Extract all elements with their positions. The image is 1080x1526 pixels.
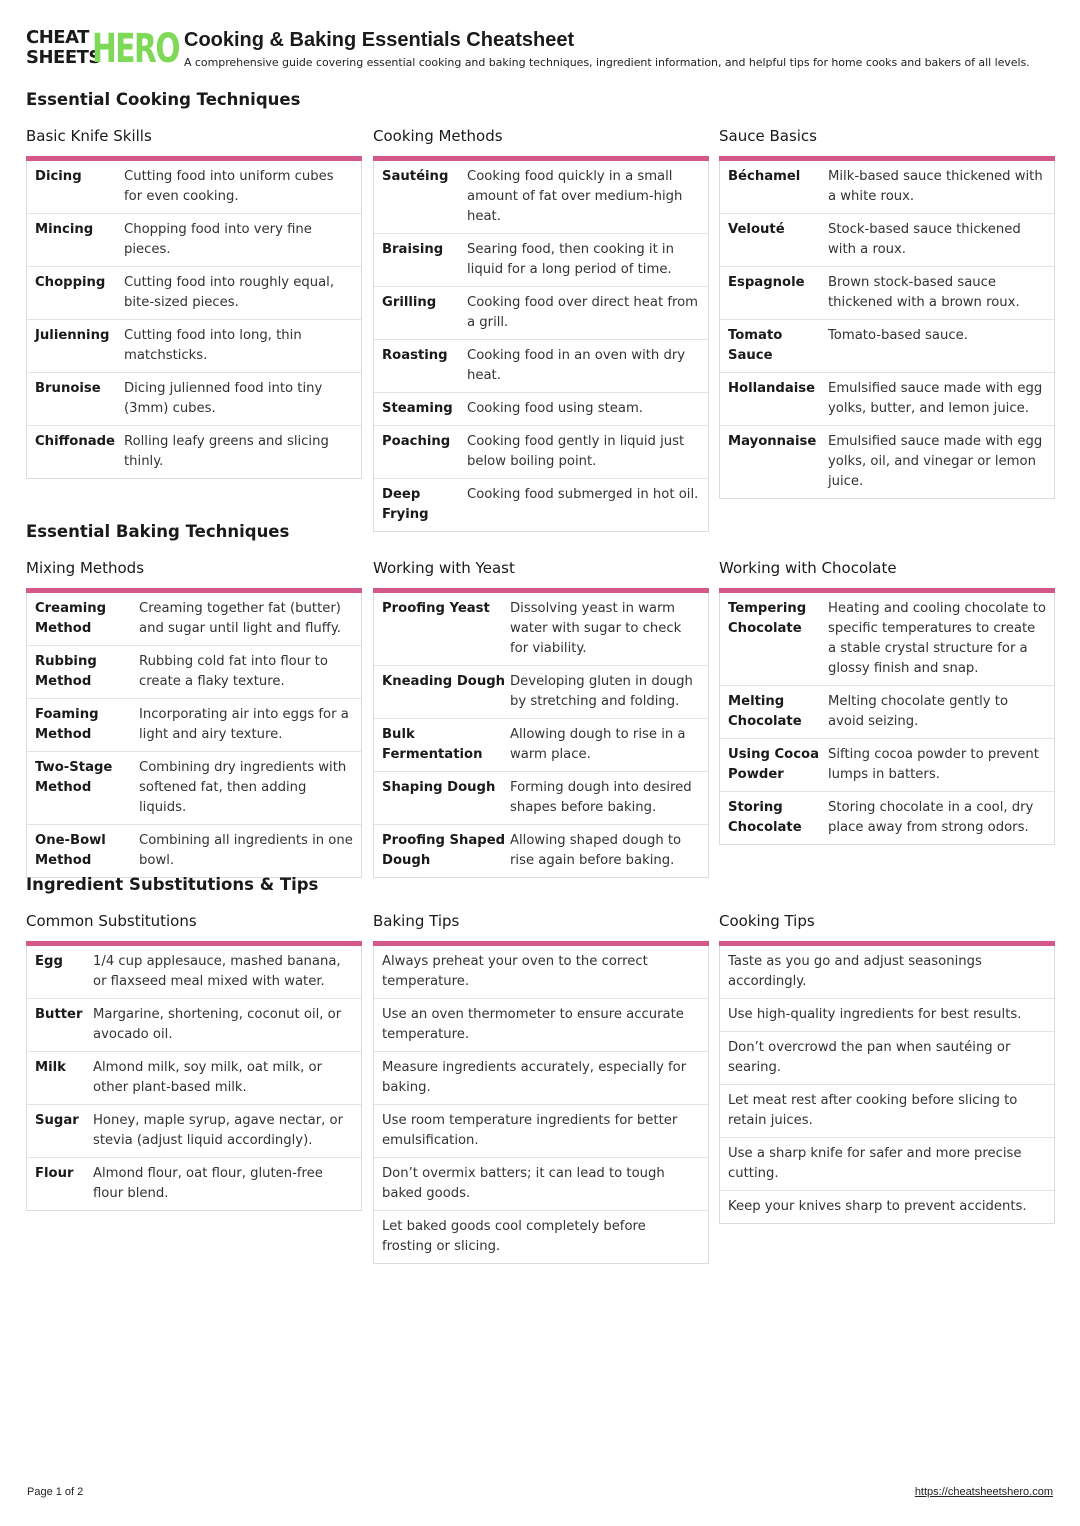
table-row: Use room temperature ingredients for better emulsification. (374, 1104, 708, 1157)
row-key: Steaming (382, 401, 453, 416)
row-key: Braising (382, 242, 444, 257)
row-value: Combining all ingredients in one bowl. (139, 833, 353, 868)
site-link[interactable]: https://cheatsheetshero.com (914, 1486, 1053, 1498)
table-row: Keep your knives sharp to prevent accidents. (720, 1190, 1054, 1223)
row-key: Tomato Sauce (728, 328, 783, 363)
row-key: Deep Frying (382, 487, 429, 522)
table-row (720, 161, 1054, 213)
row-key: Brunoise (35, 381, 101, 396)
page-subtitle: A comprehensive guide covering essential cooking and baking techniques, ingredient information, and helpful tips for home cooks and bakers of all levels. (184, 56, 1030, 69)
row-value: Combining dry ingredients with softened fat, then adding liquids. (139, 760, 347, 815)
logo-line1: CHEAT (26, 27, 89, 48)
table-row (720, 425, 1054, 498)
section-title: Essential Cooking Techniques (26, 90, 301, 109)
card-baking-tips (373, 911, 709, 1264)
table-row (374, 233, 708, 286)
logo-line2: SHEETS (26, 47, 101, 68)
row-key: Sautéing (382, 169, 449, 184)
row-key: Mincing (35, 222, 94, 237)
row-value: Allowing dough to rise in a warm place. (510, 727, 686, 762)
table-row (374, 339, 708, 392)
card-cooking-methods (373, 126, 709, 532)
row-value: Incorporating air into eggs for a light and airy texture. (139, 707, 349, 742)
table-row (27, 751, 361, 824)
row-value: Milk-based sauce thickened with a white roux. (828, 169, 1043, 204)
table-row: Taste as you go and adjust seasonings accordingly. (728, 954, 982, 989)
row-value: Emulsified sauce made with egg yolks, oil, and vinegar or lemon juice. (828, 434, 1043, 489)
card-table (26, 946, 362, 1211)
row-key: Proofing Shaped Dough (382, 833, 506, 868)
row-key: Foaming Method (35, 707, 99, 742)
table-row (374, 824, 708, 877)
row-key: Butter (35, 1007, 83, 1022)
table-row (27, 213, 361, 266)
table-row (27, 946, 361, 998)
table-row (27, 998, 361, 1051)
row-value: Rolling leafy greens and slicing thinly. (124, 434, 329, 469)
card-common-substitutions (26, 911, 362, 1211)
table-row (720, 738, 1054, 791)
row-value: Cooking food quickly in a small amount of fat over medium-high heat. (467, 169, 683, 224)
table-row (27, 266, 361, 319)
table-row (27, 1157, 361, 1210)
table-row (374, 665, 708, 718)
table-row (720, 791, 1054, 844)
card-title: Cooking Methods (373, 127, 503, 145)
row-key: One-Bowl Method (35, 833, 106, 868)
cheatsheetshero-logo[interactable] (26, 26, 180, 72)
row-value: Forming dough into desired shapes before baking. (510, 780, 692, 815)
row-key: Kneading Dough (382, 674, 506, 689)
table-row (720, 372, 1054, 425)
row-value: Cooking food gently in liquid just below boiling point. (467, 434, 685, 469)
card-mixing-methods (26, 558, 362, 878)
row-value: Chopping food into very fine pieces. (124, 222, 312, 257)
row-value: Allowing shaped dough to rise again before baking. (510, 833, 682, 868)
row-key: Sugar (35, 1113, 79, 1128)
card-table (26, 593, 362, 878)
row-key: Rubbing Method (35, 654, 97, 689)
row-value: 1/4 cup applesauce, mashed banana, or flaxseed meal mixed with water. (93, 954, 341, 989)
row-key: Shaping Dough (382, 780, 496, 795)
table-row (720, 266, 1054, 319)
card-table (373, 161, 709, 532)
card-table (26, 161, 362, 479)
card-title: Baking Tips (373, 912, 460, 930)
row-value: Creaming together fat (butter) and sugar until light and fluffy. (139, 601, 341, 636)
row-key: Tempering Chocolate (728, 601, 807, 636)
row-value: Sifting cocoa powder to prevent lumps in batters. (828, 747, 1039, 782)
table-row (720, 593, 1054, 685)
row-value: Storing chocolate in a cool, dry place away from strong odors. (828, 800, 1034, 835)
table-row (27, 824, 361, 877)
table-row (27, 1051, 361, 1104)
row-key: Velouté (728, 222, 785, 237)
row-value: Emulsified sauce made with egg yolks, butter, and lemon juice. (828, 381, 1043, 416)
table-row (374, 478, 708, 531)
card-sauce-basics (719, 126, 1055, 499)
row-value: Stock-based sauce thickened with a roux. (828, 222, 1021, 257)
row-key: Storing Chocolate (728, 800, 802, 835)
row-value: Developing gluten in dough by stretching and folding. (510, 674, 693, 709)
table-row: Don’t overmix batters; it can lead to tough baked goods. (374, 1157, 708, 1210)
section-title: Ingredient Substitutions & Tips (26, 875, 319, 894)
logo-hero: HERO (92, 26, 180, 72)
table-row: Let baked goods cool completely before frosting or slicing. (374, 1210, 708, 1263)
card-working-with-chocolate (719, 558, 1055, 845)
card-title: Sauce Basics (719, 127, 817, 145)
row-value: Almond flour, oat flour, gluten-free flour blend. (93, 1166, 323, 1201)
row-key: Roasting (382, 348, 448, 363)
table-row (374, 425, 708, 478)
card-table (719, 593, 1055, 845)
card-title: Mixing Methods (26, 559, 145, 577)
table-row (720, 685, 1054, 738)
row-value: Cooking food in an oven with dry heat. (467, 348, 686, 383)
table-row (374, 718, 708, 771)
table-row (27, 372, 361, 425)
row-key: Espagnole (728, 275, 805, 290)
row-value: Dicing julienned food into tiny (3mm) cubes. (124, 381, 323, 416)
row-key: Chiffonade (35, 434, 116, 449)
card-table (719, 161, 1055, 499)
row-value: Brown stock-based sauce thickened with a brown roux. (828, 275, 1020, 310)
table-row: Always preheat your oven to the correct temperature. (382, 954, 648, 989)
row-value: Dissolving yeast in warm water with sugar to check for viability. (510, 601, 682, 656)
row-value: Searing food, then cooking it in liquid for a long period of time. (467, 242, 674, 277)
row-key: Hollandaise (728, 381, 816, 396)
table-row (27, 1104, 361, 1157)
table-row (720, 213, 1054, 266)
row-value: Honey, maple syrup, agave nectar, or stevia (adjust liquid accordingly). (93, 1113, 344, 1148)
row-value: Almond milk, soy milk, oat milk, or other plant-based milk. (93, 1060, 323, 1095)
row-value: Cooking food over direct heat from a grill. (467, 295, 699, 330)
table-row (374, 286, 708, 339)
table-row: Let meat rest after cooking before slicing to retain juices. (720, 1084, 1054, 1137)
table-row (27, 161, 361, 213)
row-key: Béchamel (728, 169, 801, 184)
row-key: Using Cocoa Powder (728, 747, 820, 782)
row-key: Dicing (35, 169, 82, 184)
row-key: Egg (35, 954, 63, 969)
row-value: Melting chocolate gently to avoid seizing. (828, 694, 1009, 729)
table-row (27, 425, 361, 478)
row-key: Julienning (35, 328, 110, 343)
table-row: Use a sharp knife for safer and more precise cutting. (720, 1137, 1054, 1190)
table-row (27, 319, 361, 372)
table-row: Use high-quality ingredients for best results. (720, 998, 1054, 1031)
row-value: Cooking food using steam. (467, 401, 643, 416)
table-row (374, 392, 708, 425)
row-key: Flour (35, 1166, 74, 1181)
table-row (27, 698, 361, 751)
card-title: Cooking Tips (719, 912, 815, 930)
table-row: Don’t overcrowd the pan when sautéing or searing. (720, 1031, 1054, 1084)
card-table (373, 593, 709, 878)
table-row: Use an oven thermometer to ensure accurate temperature. (374, 998, 708, 1051)
table-row (720, 319, 1054, 372)
row-value: Heating and cooling chocolate to specific temperatures to create a stable crystal structure for a glossy finish and snap. (828, 601, 1046, 676)
row-value: Margarine, shortening, coconut oil, or avocado oil. (93, 1007, 342, 1042)
table-row (27, 593, 361, 645)
row-key: Two-Stage Method (35, 760, 113, 795)
row-key: Chopping (35, 275, 106, 290)
section-title: Essential Baking Techniques (26, 522, 290, 541)
card-title: Basic Knife Skills (26, 127, 152, 145)
card-basic-knife-skills (26, 126, 362, 479)
card-cooking-tips (719, 911, 1055, 1224)
row-key: Proofing Yeast (382, 601, 490, 616)
card-table (373, 946, 709, 1264)
row-value: Cutting food into long, thin matchsticks. (124, 328, 302, 363)
page-header (26, 28, 1056, 72)
row-key: Melting Chocolate (728, 694, 802, 729)
row-key: Poaching (382, 434, 451, 449)
row-value: Tomato-based sauce. (828, 328, 968, 343)
row-key: Bulk Fermentation (382, 727, 483, 762)
card-table (719, 946, 1055, 1224)
row-value: Rubbing cold fat into flour to create a flaky texture. (139, 654, 328, 689)
card-title: Working with Yeast (373, 559, 515, 577)
page-title: Cooking & Baking Essentials Cheatsheet (184, 29, 575, 51)
table-row (374, 771, 708, 824)
card-title: Common Substitutions (26, 912, 197, 930)
card-working-with-yeast (373, 558, 709, 878)
table-row (374, 161, 708, 233)
table-row (27, 645, 361, 698)
row-value: Cutting food into uniform cubes for even cooking. (124, 169, 334, 204)
row-value: Cutting food into roughly equal, bite-sized pieces. (124, 275, 335, 310)
row-key: Milk (35, 1060, 66, 1075)
row-key: Grilling (382, 295, 437, 310)
card-title: Working with Chocolate (719, 559, 897, 577)
table-row (374, 593, 708, 665)
row-value: Cooking food submerged in hot oil. (467, 487, 699, 502)
row-key: Mayonnaise (728, 434, 817, 449)
table-row: Measure ingredients accurately, especially for baking. (374, 1051, 708, 1104)
page-number: Page 1 of 2 (27, 1486, 84, 1498)
logo-text (26, 28, 101, 68)
row-key: Creaming Method (35, 601, 107, 636)
